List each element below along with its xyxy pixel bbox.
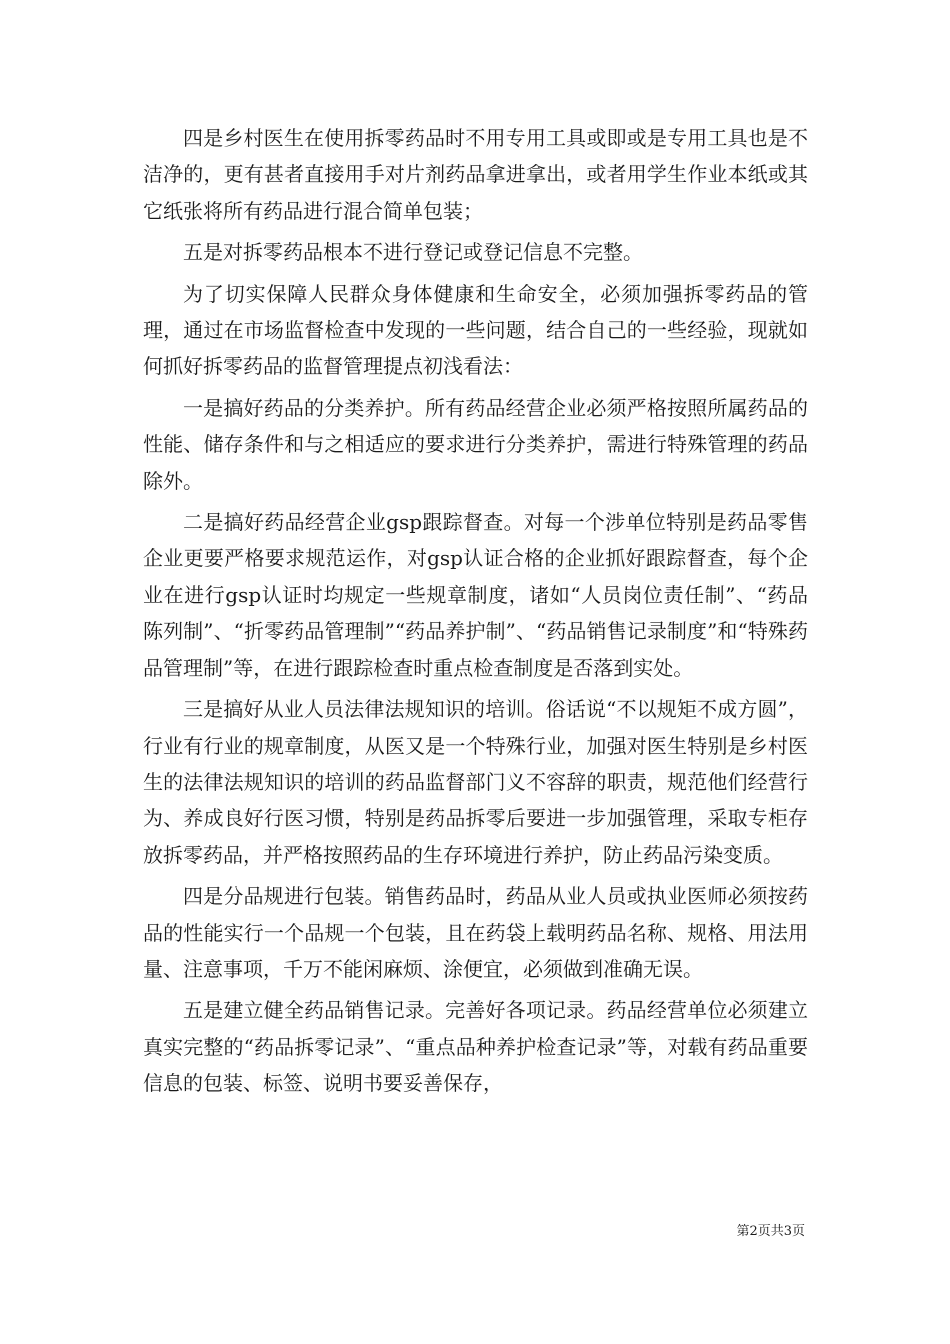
paragraph-3: 为了切实保障人民群众身体健康和生命安全，必须加强拆零药品的管理，通过在市场监督检查中发现的一些问题，结合自己的一些经验，现就如何抓好拆零药品的监督管理提点初浅看法： (143, 281, 808, 379)
paragraph-1: 四是乡村医生在使用拆零药品时不用专用工具或即或是专用工具也是不洁净的，更有甚者直接用手对片剂药品拿进拿出，或者用学生作业本纸或其它纸张将所有药品进行混合简单包装； (143, 126, 808, 223)
paragraph-2: 五是对拆零药品根本不进行登记或登记信息不完整。 (183, 240, 643, 265)
paragraph-7: 四是分品规进行包装。销售药品时，药品从业人员或执业医师必须按药品的性能实行一个品规一个包装，且在药袋上载明药品名称、规格、用法用量、注意事项，千万不能闲麻烦、涂便宜，必须做到准确无误。 (143, 884, 808, 981)
document-body (143, 120, 808, 1102)
paragraph-6: 三是搞好从业人员法律法规知识的培训。俗话说“不以规矩不成方圆”，行业有行业的规章制度，从医又是一个特殊行业，加强对医生特别是乡村医生的法律法规知识的培训的药品监督部门义不容辞的职责，规范他们经营行为、养成良好行医习惯，特别是药品拆零后要进一步加强管理，采取专柜存放拆零药品，并严格按照药品的生存环境进行养护，防止药品污染变质。 (143, 697, 808, 867)
page-number-footer: 第2页共3页 (736, 1224, 805, 1239)
paragraph-5: 二是搞好药品经营企业gsp跟踪督查。对每一个涉单位特别是药品零售企业更要严格要求规范运作，对gsp认证合格的企业抓好跟踪督查，每个企业在进行gsp认证时均规定一些规章制度，诸如“人员岗位责任制”、“药品陈列制”、“折零药品管理制”“药品养护制”、“药品销售记录制度”和“特殊药品管理制”等，在进行跟踪检查时重点检查制度是否落到实处。 (143, 510, 808, 680)
paragraph-4: 一是搞好药品的分类养护。所有药品经营企业必须严格按照所属药品的性能、储存条件和与之相适应的要求进行分类养护，需进行特殊管理的药品除外。 (143, 395, 808, 493)
paragraph-8: 五是建立健全药品销售记录。完善好各项记录。药品经营单位必须建立真实完整的“药品拆零记录”、“重点品种养护检查记录”等，对载有药品重要信息的包装、标签、说明书要妥善保存， (143, 998, 808, 1096)
